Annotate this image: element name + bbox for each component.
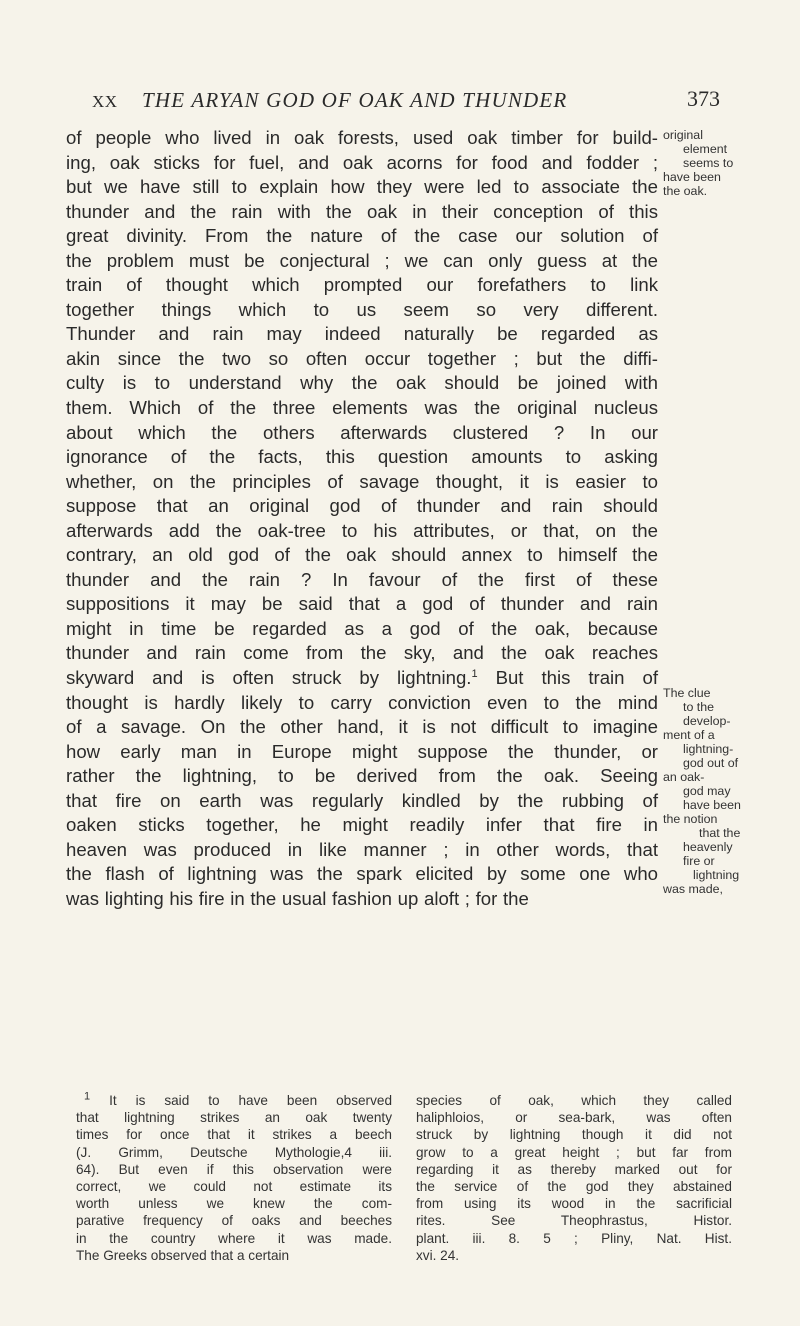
footnote-line: correct, we could not estimate its [76, 1179, 392, 1195]
margin-note-line: original [663, 128, 703, 142]
chapter-number: XX [92, 92, 118, 111]
page-number: 373 [687, 86, 720, 111]
margin-note-line: The clue [663, 686, 711, 700]
text-line: akin since the two so often occur together ; but the diffi- [66, 347, 658, 369]
margin-note-line: god out of [683, 756, 739, 770]
text-line: together things which to us seem so very different. [66, 298, 658, 320]
footnote-line: plant. iii. 8. 5 ; Pliny, Nat. Hist. [416, 1230, 732, 1246]
text-line: that fire on earth was regularly kindled by the rubbing of [66, 789, 658, 811]
text-line: afterwards add the oak-tree to his attributes, or that, on the [66, 519, 658, 541]
chapter-title: THE ARYAN GOD OF OAK AND THUNDER [142, 88, 568, 112]
margin-note-line: that the [699, 826, 741, 840]
margin-note-line: the oak. [663, 184, 708, 198]
margin-note-line: lightning- [683, 742, 734, 756]
text-line: whether, on the principles of savage thought, it is easier to [66, 470, 658, 492]
text-line: but we have still to explain how they were led to associate the [66, 176, 658, 198]
text-line: of people who lived in oak forests, used oak timber for build- [66, 127, 658, 148]
footnote-line: haliphloios, or sea-bark, was often [416, 1110, 732, 1126]
margin-note-line: the notion [663, 812, 718, 826]
text-line: train of thought which prompted our forefathers to link [66, 274, 658, 296]
footnote-reference[interactable]: 1 [471, 667, 478, 680]
footnote-line: species of oak, which they called [416, 1093, 732, 1108]
text-line: heaven was produced in like manner ; in other words, that [66, 838, 658, 860]
text-line: suppose that an original god of thunder and rain should [66, 495, 658, 517]
footnote-marker: 1 [84, 1090, 91, 1103]
text-line: Thunder and rain may indeed naturally be regarded as [66, 323, 658, 345]
footnote-line: times for once that it strikes a beech [76, 1127, 392, 1143]
footnote-column-left [76, 1092, 392, 1264]
margin-note-line: an oak- [663, 770, 705, 784]
text-line: rather the lightning, to be derived from the oak. Seeing [66, 765, 658, 787]
text-line-with-footnote-ref [66, 666, 658, 691]
footnote-line: xvi. 24. [416, 1247, 460, 1263]
running-head [92, 80, 720, 114]
footnote-line: that lightning strikes an oak twenty [76, 1110, 392, 1126]
text-line: ignorance of the facts, this question amounts to asking [66, 446, 658, 468]
text-line: contrary, an old god of the oak should annex to himself the [66, 544, 658, 566]
margin-note-oak-element [663, 128, 773, 198]
text-line: was lighting his fire in the usual fashion up aloft ; for the [66, 887, 529, 909]
text-line: thunder and the rain with the oak in their conception of this [66, 200, 658, 222]
footnote-column-right [416, 1092, 732, 1264]
footnote-line [76, 1092, 392, 1109]
margin-note-clue [663, 686, 773, 896]
text-line-part: But this train of [477, 667, 658, 689]
text-line: suppositions it may be said that a god of thunder and rain [66, 593, 658, 615]
text-line-part: skyward and is often struck by lightning. [66, 667, 472, 689]
text-line: thought is hardly likely to carry conviction even to the mind [66, 691, 658, 713]
footnote-line: rites. See Theophrastus, Histor. [416, 1213, 732, 1229]
text-line: thunder and rain come from the sky, and the oak reaches [66, 642, 658, 664]
margin-note-line: ment of a [663, 728, 715, 742]
text-line: thunder and the rain ? In favour of the first of these [66, 568, 658, 590]
footnote-text: It is said to have been observed [109, 1093, 393, 1108]
margin-note-line: heavenly [683, 840, 733, 854]
text-line: how early man in Europe might suppose the thunder, or [66, 740, 658, 762]
margin-note-line: fire or [683, 854, 715, 868]
footnote-line: The Greeks observed that a certain [76, 1247, 290, 1263]
footnote-line: worth unless we knew the com- [76, 1196, 392, 1212]
text-line: oaken sticks together, he might readily infer that fire in [66, 814, 658, 836]
margin-note-line: was made, [663, 882, 723, 896]
margin-note-line: seems to [683, 156, 734, 170]
margin-note-line: god may [683, 784, 731, 798]
text-line: great divinity. From the nature of the case our solution of [66, 225, 658, 247]
footnote-line: (J. Grimm, Deutsche Mythologie,4 iii. [76, 1144, 392, 1160]
text-line: ing, oak sticks for fuel, and oak acorns for food and fodder ; [66, 151, 658, 173]
margin-note-line: have been [683, 798, 741, 812]
text-line: might in time be regarded as a god of the oak, because [66, 617, 658, 639]
footnote-line: struck by lightning though it did not [416, 1127, 732, 1143]
footnote-line: in the country where it was made. [76, 1230, 392, 1246]
footnote-line: 64). But even if this observation were [76, 1161, 392, 1177]
text-line: them. Which of the three elements was the original nucleus [66, 397, 658, 419]
footnote-line: regarding it as thereby marked out for [416, 1161, 732, 1177]
text-line: culty is to understand why the oak should be joined with [66, 372, 658, 394]
margin-note-line: lightning [693, 868, 740, 882]
margin-note-line: have been [663, 170, 721, 184]
margin-note-line: element [683, 142, 728, 156]
body-text [66, 126, 658, 912]
footnote-line: from using its wood in the sacrificial [416, 1196, 732, 1212]
footnote-line: grow to a great height ; but far from [416, 1144, 732, 1160]
text-line: the problem must be conjectural ; we can only guess at the [66, 249, 658, 271]
text-line: of a savage. On the other hand, it is not difficult to imagine [66, 716, 658, 738]
margin-note-line: to the [683, 700, 715, 714]
margin-note-line: develop- [683, 714, 731, 728]
footnote-line: the service of the god they abstained [416, 1179, 732, 1195]
text-line: about which the others afterwards clustered ? In our [66, 421, 658, 443]
text-line: the flash of lightning was the spark elicited by some one who [66, 863, 658, 885]
footnote-line: parative frequency of oaks and beeches [76, 1213, 392, 1229]
